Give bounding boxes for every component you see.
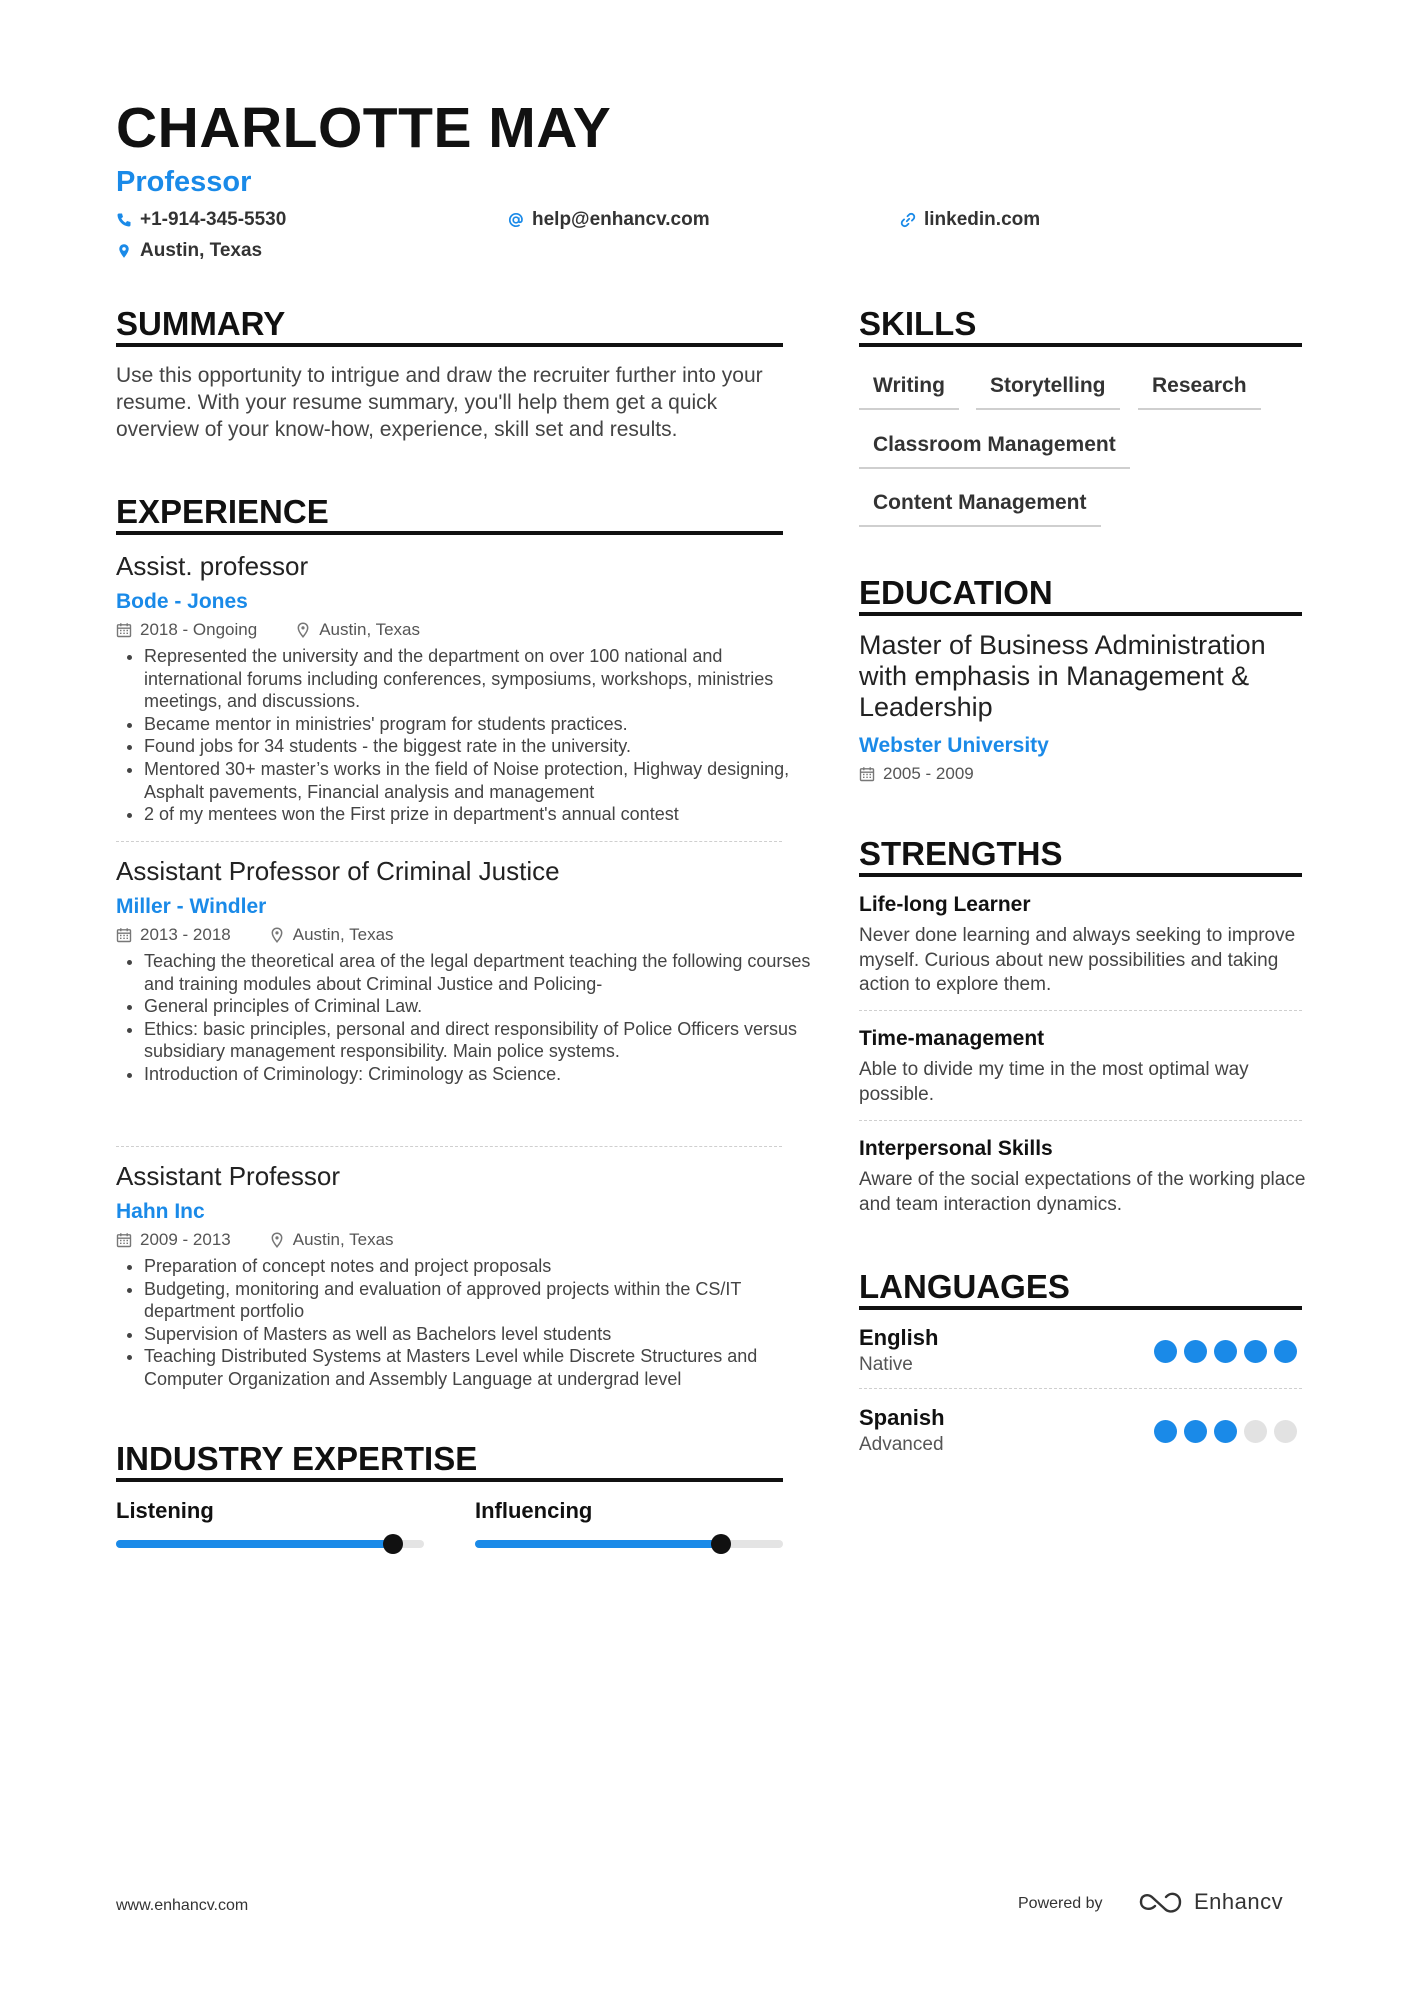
- job-title: Assist. professor: [116, 551, 309, 581]
- language-dot-filled: [1184, 1420, 1207, 1443]
- job-company: Hahn Inc: [116, 1200, 205, 1223]
- job-bullets: [116, 950, 824, 1086]
- skill-tag: Classroom Management: [859, 434, 1130, 469]
- expertise-bar: [116, 1540, 424, 1548]
- location-pin-icon: [295, 622, 311, 638]
- bullet: • 2 of my mentees won the First prize in department's annual contest: [144, 803, 824, 826]
- job-company: Miller - Windler: [116, 895, 267, 918]
- bullet: • Became mentor in ministries' program for students practices.: [144, 713, 824, 736]
- expertise-bar-knob: [383, 1534, 403, 1554]
- summary-text: Use this opportunity to intrigue and draw the recruiter further into your resume. With your resume summary, you'll help them get a quick overview of your know-how, experience, skill set and results.: [116, 364, 763, 441]
- education-degree: Master of Business Administration with emphasis in Management & Leadership: [859, 630, 1266, 722]
- language-dot-filled: [1214, 1340, 1237, 1363]
- enhancv-logo-icon: [1138, 1889, 1184, 1915]
- job-location: Austin, Texas: [292, 925, 394, 944]
- job-title: Assistant Professor of Criminal Justice: [116, 856, 560, 886]
- job-meta: [116, 1231, 394, 1248]
- job-meta: [116, 621, 420, 638]
- language-dots: [1154, 1420, 1297, 1443]
- location-text: Austin, Texas: [140, 240, 263, 261]
- language-dot-empty: [1244, 1420, 1267, 1443]
- phone-icon: [116, 212, 132, 228]
- language-dot-filled: [1274, 1340, 1297, 1363]
- linkedin-text: linkedin.com: [924, 209, 1041, 230]
- calendar-icon: [859, 766, 875, 782]
- candidate-name: CHARLOTTE MAY: [116, 96, 612, 160]
- footer-url[interactable]: www.enhancv.com: [116, 1897, 249, 1914]
- language-dot-filled: [1214, 1420, 1237, 1443]
- expertise-bar: [475, 1540, 783, 1548]
- expertise-label: Influencing: [475, 1498, 593, 1523]
- strength-divider: [859, 1120, 1302, 1121]
- location-pin-icon: [116, 243, 132, 259]
- education-rule: [859, 612, 1302, 616]
- summary-rule: [116, 343, 783, 347]
- bullet: • Ethics: basic principles, personal and direct responsibility of Police Officers versus subsidiary management responsibility. Main police systems.: [144, 1018, 824, 1063]
- calendar-icon: [116, 1232, 132, 1248]
- strengths-heading: STRENGTHS: [859, 835, 1063, 872]
- language-name: English: [859, 1325, 939, 1350]
- languages-heading: LANGUAGES: [859, 1268, 1070, 1305]
- education-meta: [859, 765, 974, 782]
- expertise-bar-fill: [116, 1540, 393, 1548]
- linkedin-contact[interactable]: [900, 210, 1040, 229]
- language-dot-filled: [1154, 1340, 1177, 1363]
- job-dates: 2018 - Ongoing: [140, 620, 258, 639]
- phone-text: +1-914-345-5530: [140, 209, 287, 230]
- bullet: • Found jobs for 34 students - the biggest rate in the university.: [144, 735, 824, 758]
- job-bullets: [116, 1255, 824, 1391]
- strength-title: Life-long Learner: [859, 893, 1031, 916]
- language-name: Spanish: [859, 1405, 945, 1430]
- language-dot-filled: [1154, 1420, 1177, 1443]
- bullet: • Preparation of concept notes and project proposals: [144, 1255, 824, 1278]
- expertise-bar-knob: [711, 1534, 731, 1554]
- job-dates: 2009 - 2013: [140, 1230, 231, 1249]
- language-divider: [859, 1388, 1302, 1389]
- language-dot-empty: [1274, 1420, 1297, 1443]
- job-divider: [116, 1146, 782, 1147]
- education-heading: EDUCATION: [859, 574, 1053, 611]
- expertise-label: Listening: [116, 1498, 214, 1523]
- phone-contact[interactable]: [116, 210, 286, 229]
- job-title: Assistant Professor: [116, 1161, 340, 1191]
- bullet: • Supervision of Masters as well as Bachelors level students: [144, 1323, 824, 1346]
- bullet: • Represented the university and the department on over 100 national and international forums including conferences, symposiums, workshops, ministries meetings, and discussions.: [144, 645, 824, 713]
- language-dot-filled: [1184, 1340, 1207, 1363]
- experience-rule: [116, 531, 783, 535]
- skill-tag: Research: [1138, 375, 1261, 410]
- bullet: • Introduction of Criminology: Criminology as Science.: [144, 1063, 824, 1086]
- language-dots: [1154, 1340, 1297, 1363]
- language-level: Native: [859, 1354, 913, 1375]
- bullet: • General principles of Criminal Law.: [144, 995, 824, 1018]
- powered-by-text: Powered by: [1018, 1895, 1103, 1912]
- calendar-icon: [116, 622, 132, 638]
- industry-expertise-rule: [116, 1478, 783, 1482]
- bullet: • Budgeting, monitoring and evaluation of approved projects within the CS/IT department portfolio: [144, 1278, 824, 1323]
- job-divider: [116, 841, 782, 842]
- bullet: • Teaching the theoretical area of the legal department teaching the following courses and training modules about Criminal Justice and Policing-: [144, 950, 824, 995]
- skills-heading: SKILLS: [859, 305, 977, 342]
- experience-heading: EXPERIENCE: [116, 493, 329, 530]
- link-icon: [900, 212, 916, 228]
- job-location: Austin, Texas: [319, 620, 420, 639]
- skills-rule: [859, 343, 1302, 347]
- strength-title: Time-management: [859, 1027, 1045, 1050]
- education-school: Webster University: [859, 734, 1049, 757]
- location-contact: [116, 241, 262, 260]
- job-location: Austin, Texas: [292, 1230, 394, 1249]
- education-dates: 2005 - 2009: [883, 764, 974, 783]
- job-bullets: [116, 645, 824, 826]
- skill-tag: Storytelling: [976, 375, 1120, 410]
- location-pin-icon: [269, 1232, 285, 1248]
- strength-divider: [859, 1010, 1302, 1011]
- strengths-rule: [859, 873, 1302, 877]
- strength-desc: Aware of the social expectations of the working place and team interaction dynamics.: [859, 1169, 1306, 1215]
- email-contact[interactable]: [508, 210, 710, 229]
- email-text: help@enhancv.com: [532, 209, 710, 230]
- language-dot-filled: [1244, 1340, 1267, 1363]
- language-level: Advanced: [859, 1434, 944, 1455]
- job-company: Bode - Jones: [116, 590, 248, 613]
- bullet: • Mentored 30+ master’s works in the field of Noise protection, Highway designing, Asphalt pavements, Financial analysis and management: [144, 758, 824, 803]
- candidate-role: Professor: [116, 166, 252, 198]
- strength-desc: Able to divide my time in the most optimal way possible.: [859, 1059, 1249, 1105]
- languages-rule: [859, 1306, 1302, 1310]
- job-meta: [116, 926, 394, 943]
- skill-tag: Content Management: [859, 492, 1101, 527]
- calendar-icon: [116, 927, 132, 943]
- strength-desc: Never done learning and always seeking to improve myself. Curious about new possibilities and taking action to explore them.: [859, 925, 1296, 995]
- strength-title: Interpersonal Skills: [859, 1137, 1053, 1160]
- industry-expertise-heading: INDUSTRY EXPERTISE: [116, 1440, 478, 1477]
- location-pin-icon: [269, 927, 285, 943]
- summary-heading: SUMMARY: [116, 305, 286, 342]
- job-dates: 2013 - 2018: [140, 925, 231, 944]
- expertise-bar-fill: [475, 1540, 721, 1548]
- bullet: • Teaching Distributed Systems at Masters Level while Discrete Structures and Computer Organization and Assembly Language at undergrad level: [144, 1345, 824, 1390]
- skill-tag: Writing: [859, 375, 959, 410]
- at-icon: [508, 212, 524, 228]
- brand-logo[interactable]: [1138, 1889, 1283, 1915]
- brand-name: Enhancv: [1194, 1889, 1284, 1914]
